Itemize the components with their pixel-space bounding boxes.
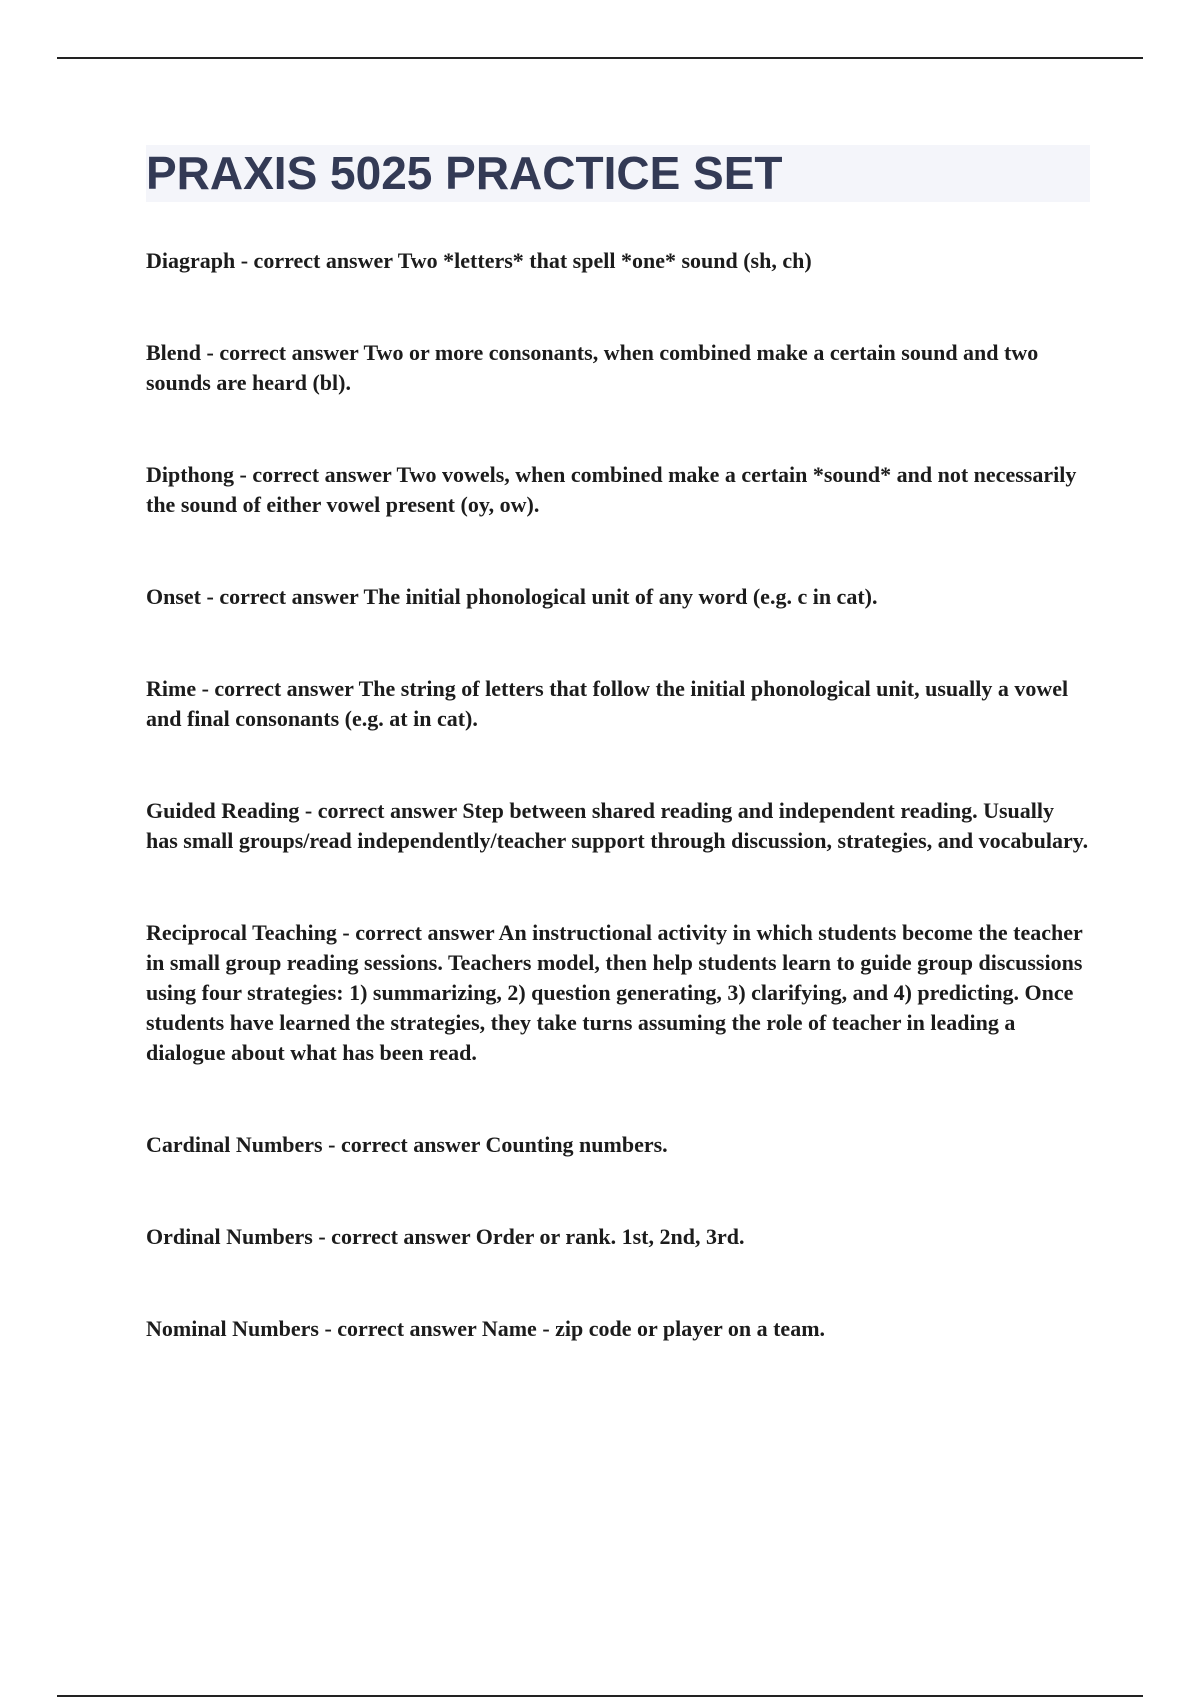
entry-list <box>146 246 1090 1406</box>
bottom-rule <box>57 1695 1143 1697</box>
entry-reciprocal-teaching: Reciprocal Teaching - correct answer An instructional activity in which students become the teacher in small group reading sessions. Teachers model, then help students learn to guide group discussions using four strategies: 1) summarizing, 2) question generating, 3) clarifying, and 4) predicting. Once students have learned the strategies, they take turns assuming the role of teacher in leading a dialogue about what has been read. <box>146 920 1083 1065</box>
entry-onset: Onset - correct answer The initial phonological unit of any word (e.g. c in cat). <box>146 584 878 609</box>
entry-cardinal-numbers: Cardinal Numbers - correct answer Counting numbers. <box>146 1132 668 1157</box>
entry-guided-reading: Guided Reading - correct answer Step between shared reading and independent reading. Usually has small groups/read independently/teacher support through discussion, strategies, and vocabulary. <box>146 798 1089 853</box>
entry-ordinal-numbers: Ordinal Numbers - correct answer Order or rank. 1st, 2nd, 3rd. <box>146 1224 745 1249</box>
entry-rime: Rime - correct answer The string of letters that follow the initial phonological unit, usually a vowel and final consonants (e.g. at in cat). <box>146 676 1069 731</box>
top-rule <box>57 57 1143 59</box>
page-title: PRAXIS 5025 PRACTICE SET <box>146 147 783 199</box>
entry-nominal-numbers: Nominal Numbers - correct answer Name - zip code or player on a team. <box>146 1316 826 1341</box>
entry-diagraph: Diagraph - correct answer Two *letters* that spell *one* sound (sh, ch) <box>146 248 812 273</box>
entry-blend: Blend - correct answer Two or more consonants, when combined make a certain sound and two sounds are heard (bl). <box>146 340 1039 395</box>
entry-dipthong: Dipthong - correct answer Two vowels, when combined make a certain *sound* and not necessarily the sound of either vowel present (oy, ow). <box>146 462 1077 517</box>
